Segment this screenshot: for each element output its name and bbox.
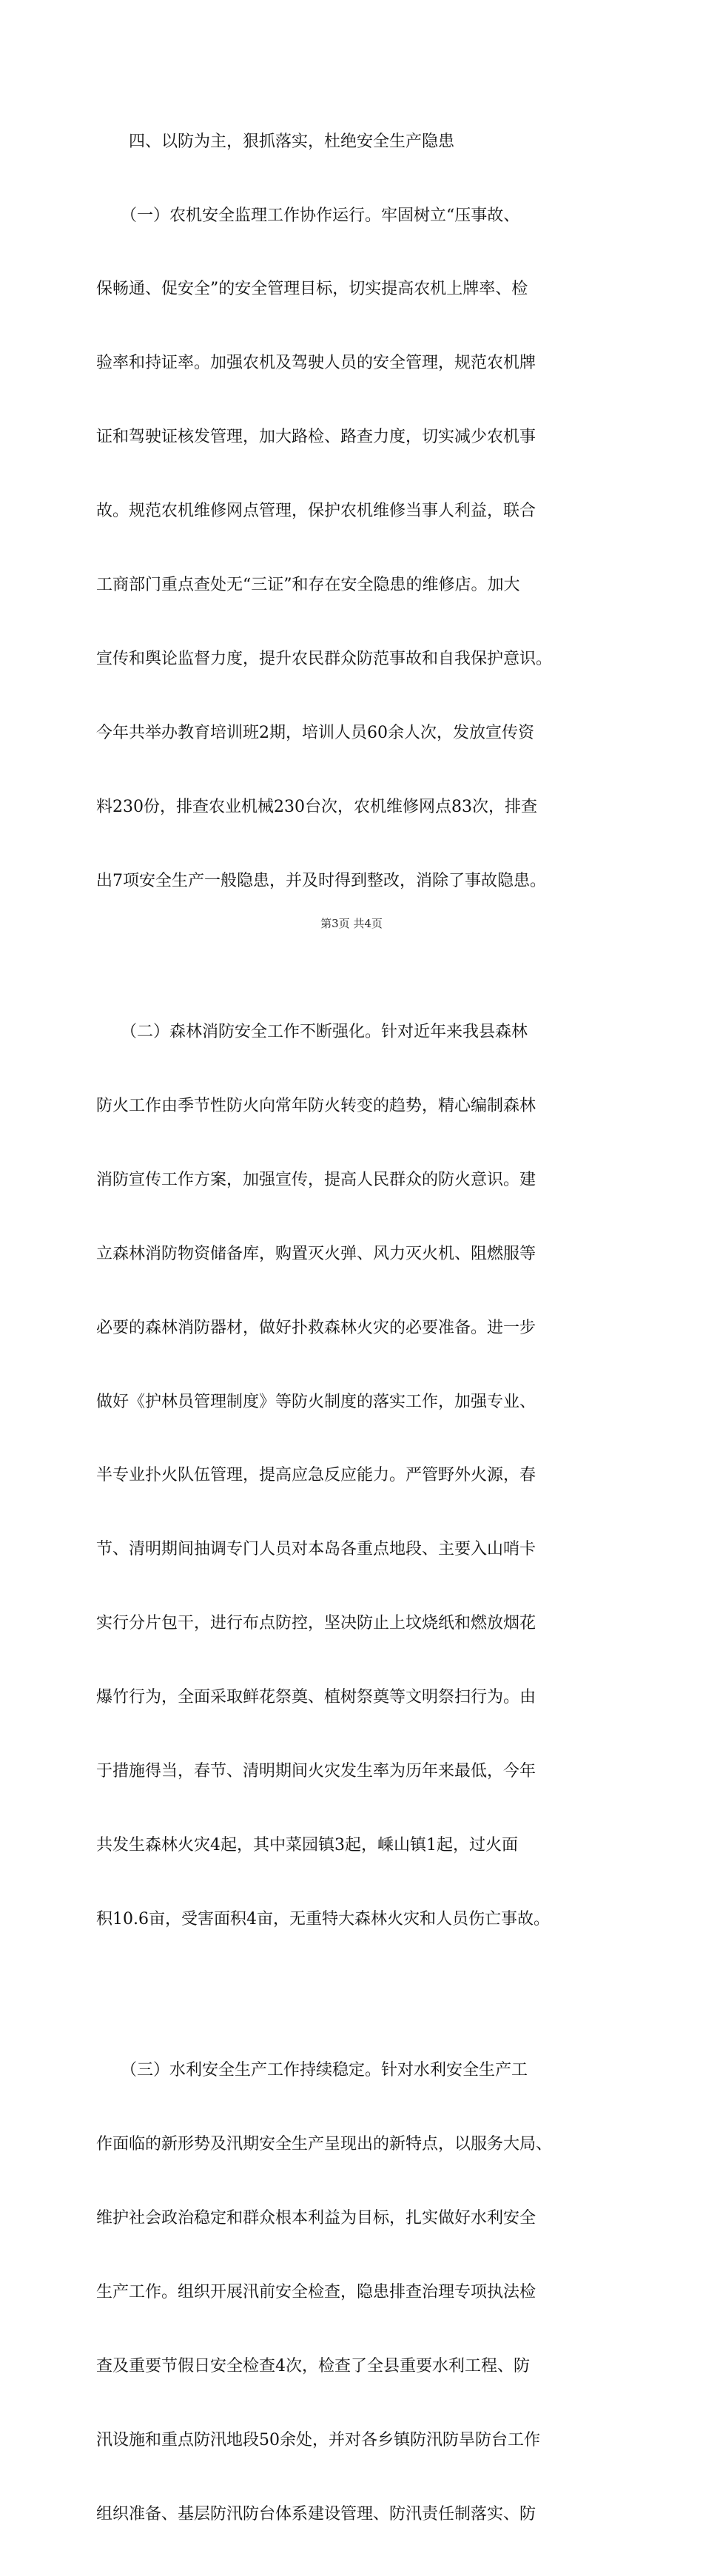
text-line: 证和驾驶证核发管理，加大路检、路查力度，切实减少农机事: [96, 428, 536, 447]
text-line: 生产工作。组织开展汛前安全检查，隐患排查治理专项执法检: [96, 2282, 536, 2301]
text-line: 组织准备、基层防汛防台体系建设管理、防汛责任制落实、防: [96, 2504, 536, 2523]
text-line: 汛设施和重点防汛地段50余处，并对各乡镇防汛防旱防台工作: [96, 2430, 540, 2449]
paragraph-gap: [96, 1981, 629, 2009]
text-line: 保畅通、促安全”的安全管理目标，切实提高农机上牌率、检: [96, 280, 528, 299]
text-line: 积10.6亩，受害面积4亩，无重特大森林火灾和人员伤亡事故。: [96, 1909, 550, 1928]
paragraph-forest-fire: [96, 971, 629, 1981]
text-line: 工商部门重点查处无“三证”和存在安全隐患的维修店。加大: [96, 576, 520, 595]
paragraph-gap: [96, 943, 629, 971]
text-line: 防火工作由季节性防火向常年防火转变的趋势，精心编制森林: [96, 1096, 536, 1115]
text-line: （二）森林消防安全工作不断强化。针对近年来我县森林: [96, 1023, 528, 1042]
paragraph-agricultural-machinery: [96, 154, 629, 943]
text-line: （一）农机安全监理工作协作运行。牢固树立“压事故、: [96, 206, 520, 225]
text-line: 节、清明期间抽调专门人员对本岛各重点地段、主要入山哨卡: [96, 1540, 536, 1559]
text-line: 消防宣传工作方案，加强宣传，提高人民群众的防火意识。建: [96, 1170, 536, 1189]
text-line: （三）水利安全生产工作持续稳定。针对水利安全生产工: [96, 2061, 528, 2080]
paragraph-water-safety: [96, 2009, 629, 2576]
text-line: 作面临的新形势及汛期安全生产呈现出的新特点，以服务大局、: [96, 2135, 553, 2154]
text-line: 宣传和舆论监督力度，提升农民群众防范事故和自我保护意识。: [96, 649, 553, 668]
text-line: 查及重要节假日安全检查4次，检查了全县重要水利工程、防: [96, 2356, 530, 2375]
text-line: 爆竹行为，全面采取鲜花祭奠、植树祭奠等文明祭扫行为。由: [96, 1688, 536, 1707]
text-line: 立森林消防物资储备库，购置灭火弹、风力灭火机、阻燃服等: [96, 1244, 536, 1263]
text-line: 共发生森林火灾4起，其中菜园镇3起，嵊山镇1起，过火面: [96, 1835, 518, 1854]
text-line: 实行分片包干，进行布点防控，坚决防止上坟烧纸和燃放烟花: [96, 1614, 536, 1633]
text-line: 做好《护林员管理制度》等防火制度的落实工作，加强专业、: [96, 1392, 536, 1411]
text-line: 维护社会政治稳定和群众根本利益为目标，扎实做好水利安全: [96, 2209, 536, 2228]
text-line: 于措施得当，春节、清明期间火灾发生率为历年来最低，今年: [96, 1762, 536, 1780]
section-heading: 四、以防为主，狠抓落实，杜绝安全生产隐患: [129, 132, 455, 151]
page-footer: 第3页 共4页: [320, 917, 383, 930]
text-line: 今年共举办教育培训班2期，培训人员60余人次，发放宣传资: [96, 723, 534, 742]
document-body: [96, 130, 629, 2576]
text-line: 出7项安全生产一般隐患，并及时得到整改，消除了事故隐患。: [96, 871, 546, 890]
text-line: 验率和持证率。加强农机及驾驶人员的安全管理，规范农机牌: [96, 354, 536, 373]
text-line: 故。规范农机维修网点管理，保护农机维修当事人利益，联合: [96, 502, 536, 521]
text-line: 半专业扑火队伍管理，提高应急反应能力。严管野外火源，春: [96, 1466, 536, 1485]
text-line: 必要的森林消防器材，做好扑救森林火灾的必要准备。进一步: [96, 1318, 536, 1337]
text-line: 料230份，排查农业机械230台次，农机维修网点83次，排查: [96, 797, 537, 816]
